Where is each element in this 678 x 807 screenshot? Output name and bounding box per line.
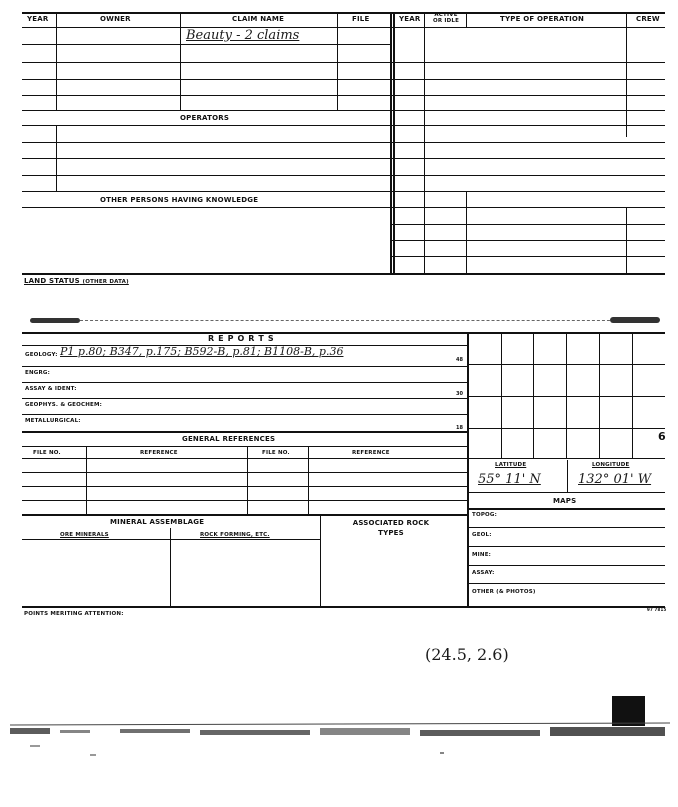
rule: [22, 606, 665, 608]
rock-forming-label: ROCK FORMING, ETC.: [200, 532, 270, 538]
ref-col-reference-2: REFERENCE: [352, 450, 390, 456]
grid-line: [501, 332, 502, 458]
metallurgical-label: METALLURGICAL:: [25, 418, 81, 424]
grid-line: [566, 332, 567, 458]
maps-other-photos: OTHER (& PHOTOS): [472, 589, 536, 595]
col-header-year: YEAR: [27, 15, 49, 23]
rule: [22, 486, 468, 487]
ref-col-reference: REFERENCE: [140, 450, 178, 456]
rule: [22, 431, 468, 433]
land-status-text: LAND STATUS: [24, 277, 80, 285]
associated-rock-types-label: ASSOCIATED ROCK TYPES: [352, 519, 430, 537]
general-references-heading: GENERAL REFERENCES: [182, 435, 276, 443]
col-divider: [170, 528, 171, 606]
rule: [22, 382, 468, 383]
points-meriting-attention-label: POINTS MERITING ATTENTION:: [24, 611, 124, 617]
operators-heading: OPERATORS: [180, 114, 230, 122]
col-divider: [86, 446, 87, 514]
maps-heading: MAPS: [553, 497, 577, 505]
col-header-active-or-idle: ACTIVE OR IDLE: [432, 12, 460, 24]
rule: [467, 527, 665, 528]
grid-line: [599, 332, 600, 458]
land-status-sub: (OTHER DATA): [82, 279, 129, 285]
longitude-label: LONGITUDE: [592, 462, 630, 468]
rule: [22, 332, 665, 334]
scale-number: 30: [456, 391, 463, 397]
geology-value: P1 p.80; B347, p.175; B592-B, p.81; B1108-B, p.36: [60, 345, 344, 358]
col-header-claim-name: CLAIM NAME: [232, 15, 285, 23]
scan-noise-band: [0, 690, 678, 807]
grid-line: [632, 332, 633, 458]
col-divider: [247, 446, 248, 514]
latitude-value: 55° 11' N: [478, 472, 541, 487]
rule: [22, 514, 468, 516]
rule: [22, 398, 468, 399]
col-header-crew: CREW: [636, 15, 660, 23]
rule: [22, 366, 468, 367]
col-header-year-2: YEAR: [399, 15, 421, 23]
rule: [22, 458, 468, 459]
rule: [467, 508, 665, 510]
mineral-assemblage-heading: MINERAL ASSEMBLAGE: [110, 518, 205, 526]
grid-line: [533, 332, 534, 458]
rule: [22, 539, 320, 540]
other-persons-heading: OTHER PERSONS HAVING KNOWLEDGE: [100, 196, 259, 204]
col-header-file: FILE: [352, 15, 370, 23]
grid-mark: 6: [658, 430, 666, 443]
longitude-value: 132° 01' W: [578, 472, 652, 487]
maps-geol: GEOL:: [472, 532, 492, 538]
col-divider: [308, 446, 309, 514]
rule: [22, 414, 468, 415]
rule: [22, 446, 468, 447]
assay-ident-label: ASSAY & IDENT:: [25, 386, 77, 392]
grid-line: [467, 364, 665, 365]
grid-line: [467, 458, 665, 459]
reports-heading: R E P O R T S: [208, 334, 275, 343]
maps-topog: TOPOG:: [472, 512, 498, 518]
rule: [467, 583, 665, 584]
col-divider: [567, 460, 568, 492]
ref-col-file-no: FILE NO.: [33, 450, 61, 456]
rule: [467, 565, 665, 566]
rule: [22, 472, 468, 473]
rule: [467, 546, 665, 547]
engrg-label: ENGRG:: [25, 370, 51, 376]
ref-col-file-no-2: FILE NO.: [262, 450, 290, 456]
scale-number: 18: [456, 425, 463, 431]
rule: [22, 500, 468, 501]
claim-name-entry: Beauty - 2 claims: [186, 28, 300, 43]
latitude-label: LATITUDE: [495, 462, 527, 468]
col-header-owner: OWNER: [100, 15, 131, 23]
scale-number: 48: [456, 357, 463, 363]
geology-label: GEOLOGY:: [25, 352, 58, 358]
col-divider: [320, 514, 321, 606]
ore-minerals-label: ORE MINERALS: [60, 532, 109, 538]
geophys-geochem-label: GEOPHYS. & GEOCHEM:: [25, 402, 103, 408]
maps-mine: MINE:: [472, 552, 492, 558]
col-header-type-of-operation: TYPE OF OPERATION: [500, 15, 585, 23]
form-code: 97 7815: [647, 607, 667, 612]
handwritten-coordinates: (24.5, 2.6): [425, 645, 509, 664]
grid-line: [467, 428, 665, 429]
grid-line: [467, 396, 665, 397]
rule: [467, 492, 665, 493]
maps-assay: ASSAY:: [472, 570, 495, 576]
